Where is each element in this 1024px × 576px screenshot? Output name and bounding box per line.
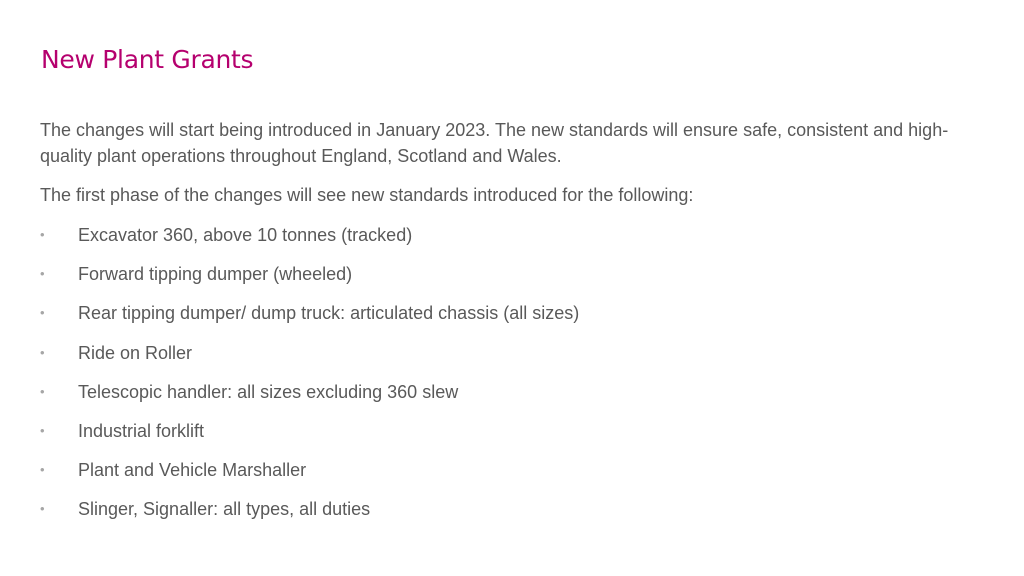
list-item-text: Telescopic handler: all sizes excluding 360 slew [78, 381, 459, 402]
bullet-icon: • [40, 383, 45, 399]
bullet-icon: • [40, 266, 45, 282]
slide-title: New Plant Grants [41, 45, 254, 74]
list-item [40, 457, 990, 496]
bullet-icon: • [40, 422, 45, 438]
bullet-icon: • [40, 305, 45, 321]
intro-paragraph: The changes will start being introduced in January 2023. The new standards will ensure safe, consistent and high-quality plant operations throughout England, Scotland and Wales. [40, 120, 949, 166]
list-item [40, 418, 990, 457]
list-item-text: Industrial forklift [78, 420, 205, 441]
bullet-icon: • [40, 227, 45, 242]
slide-body [40, 117, 990, 536]
standards-list [40, 222, 990, 536]
phase-paragraph: The first phase of the changes will see new standards introduced for the following: [40, 185, 694, 205]
list-item [40, 222, 990, 261]
list-item-text: Slinger, Signaller: all types, all duties [78, 499, 371, 520]
list-item [40, 496, 990, 535]
bullet-icon: • [40, 501, 45, 517]
bullet-icon: • [40, 462, 45, 478]
list-item-text: Excavator 360, above 10 tonnes (tracked) [78, 225, 413, 245]
bullet-icon: • [40, 344, 45, 360]
list-item [40, 300, 990, 339]
list-item [40, 340, 990, 379]
list-item-text: Forward tipping dumper (wheeled) [78, 264, 353, 285]
list-item-text: Plant and Vehicle Marshaller [78, 460, 307, 481]
list-item [40, 379, 990, 418]
list-item [40, 261, 990, 300]
list-item-text: Rear tipping dumper/ dump truck: articulated chassis (all sizes) [78, 303, 580, 324]
list-item-text: Ride on Roller [78, 342, 193, 363]
